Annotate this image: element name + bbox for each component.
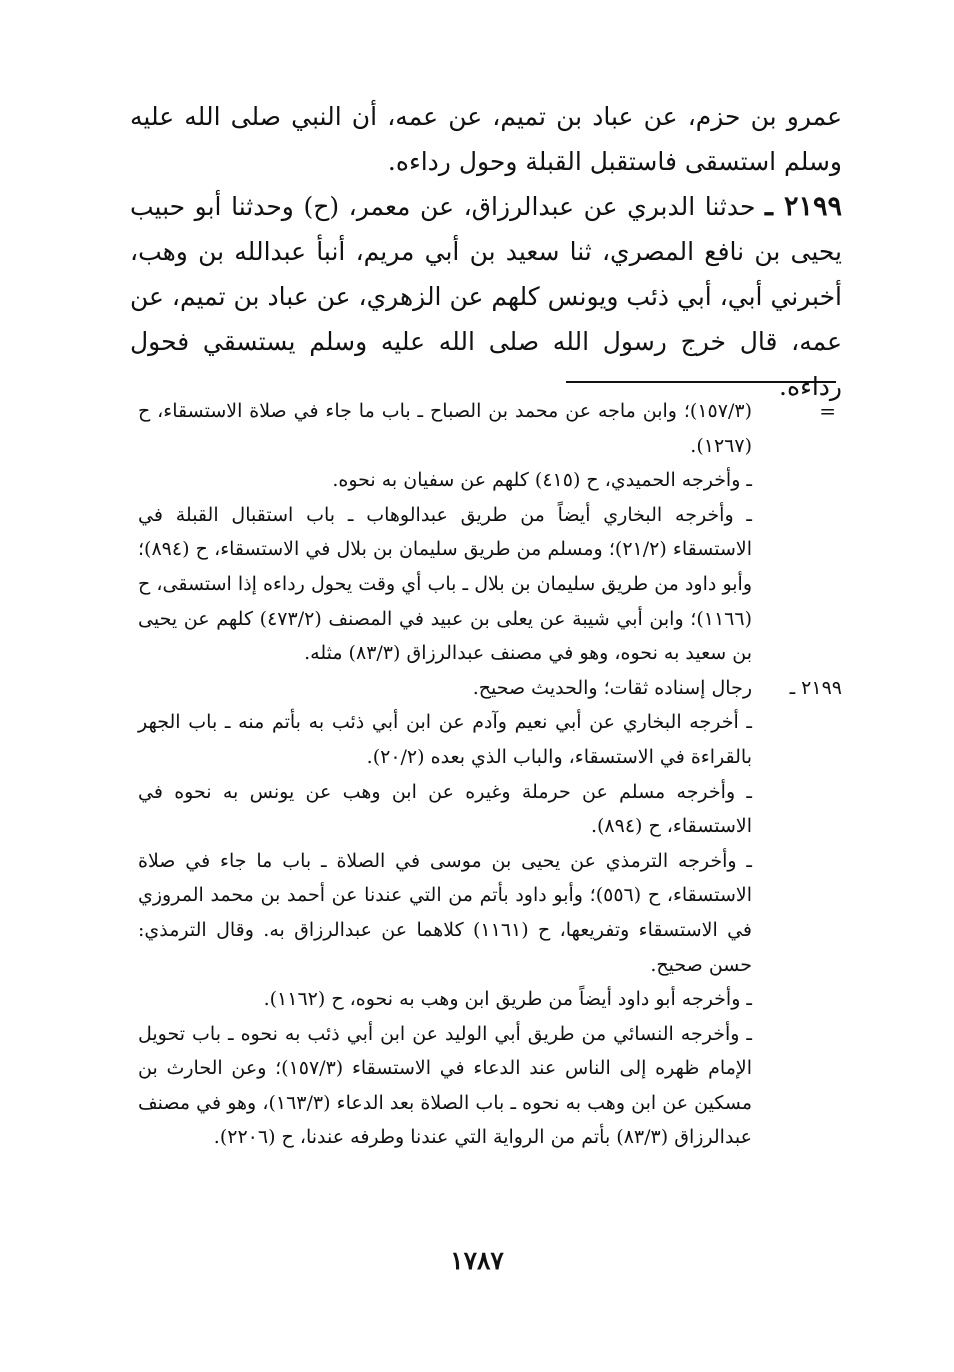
footnote-line: ـ وأخرجه أبو داود أيضاً من طريق ابن وهب به نحوه، ح (١١٦٢). (263, 988, 752, 1011)
footnote-number: ٢١٩٩ ـ (789, 676, 842, 699)
footnote-line: ـ وأخرجه مسلم عن حرملة وغيره عن ابن وهب عن يونس به نحوه في الاستسقاء، ح (٨٩٤). (138, 780, 752, 838)
footnote-line: ـ وأخرجه البخاري أيضاً من طريق عبدالوهاب ـ باب استقبال القبلة في الاستسقاء (٢١/٢)؛ ومسلم من طريق سليمان بن بلال في الاستسقاء، ح (٨٩٤)؛ وأبو داود من طريق سليمان بن بلال ـ باب أي وقت يحول رداءه إذا استسقى، ح (١١٦٦)؛ وابن أبي شيبة عن يعلى بن عبيد في المصنف (٤٧٣/٢) كلهم عن يحيى بن سعيد به نحوه، وهو في مصنف عبدالرزاق (٨٣/٣) مثله. (138, 503, 753, 665)
footnote-line: ـ وأخرجه النسائي من طريق أبي الوليد عن ابن أبي ذئب به نحوه ـ باب تحويل الإمام ظهره إلى الناس عند الدعاء في الاستسقاء (١٥٧/٣)؛ وعن الحارث بن مسكين عن ابن وهب به نحوه ـ باب الصلاة بعد الدعاء (١٦٣/٣)، وهو في مصنف عبدالرزاق (٨٣/٣) بأتم من الرواية التي عندنا وطرفه عندنا، ح (٢٢٠٦). (138, 1022, 753, 1149)
paragraph-continuation: عمرو بن حزم، عن عباد بن تميم، عن عمه، أن النبي صلى الله عليه وسلم استسقى فاستقبل القبلة وحول رداءه. (130, 102, 842, 176)
footnote-separator (566, 381, 836, 383)
footnote-line: رجال إسناده ثقات؛ والحديث صحيح. (472, 676, 752, 699)
main-text (130, 94, 842, 409)
footnote-line: ـ وأخرجه الحميدي، ح (٤١٥) كلهم عن سفيان به نحوه. (332, 469, 752, 492)
footnote-line: ـ أخرجه البخاري عن أبي نعيم وآدم عن ابن أبي ذئب به بأتم منه ـ باب الجهر بالقراءة في الاستسقاء، والباب الذي بعده (٢٠/٢). (138, 711, 752, 768)
footnotes (138, 394, 842, 1155)
footnote-continuation (138, 394, 842, 671)
hadith-number: ٢١٩٩ ـ (765, 191, 843, 222)
hadith-text: حدثنا الدبري عن عبدالرزاق، عن معمر، (ح) وحدثنا أبو حبيب يحيى بن نافع المصري، ثنا سعيد بن أبي مريم، أنبأ عبدالله بن وهب، أخبرني أبي، أبي ذئب ويونس كلهم عن الزهري، عن عباد بن تميم، عن عمه، قال خرج رسول الله صلى الله عليه وسلم يستسقي فحول رداءه. (130, 192, 842, 401)
page-number: ١٧٨٧ (450, 1246, 504, 1275)
footnote-2199 (138, 671, 842, 1155)
continuation-marker: = (819, 399, 836, 423)
footnote-line: ـ وأخرجه الترمذي عن يحيى بن موسى في الصلاة ـ باب ما جاء في صلاة الاستسقاء، ح (٥٥٦)؛ وأبو داود بأتم من التي عندنا عن أحمد بن محمد المروزي في الاستسقاء وتفريعها، ح (١١٦١) كلاهما عن عبدالرزاق به. وقال الترمذي: حسن صحيح. (138, 849, 753, 976)
footnote-line: (١٥٧/٣)؛ وابن ماجه عن محمد بن الصباح ـ باب ما جاء في صلاة الاستسقاء، ح (١٢٦٧). (138, 400, 752, 457)
hadith-2199 (130, 184, 842, 409)
